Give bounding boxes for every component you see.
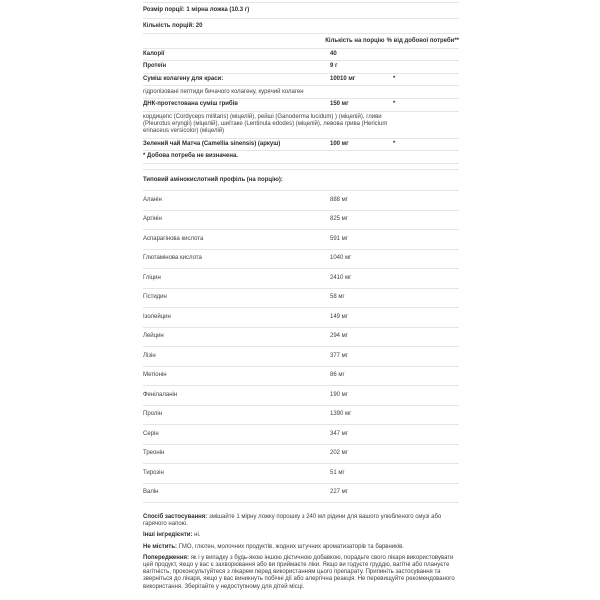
directions-body: змішайте 1 мірну ложку порошку з 240 мл рідини для вашого улюбленого смузі або гарячого напою. bbox=[143, 514, 442, 528]
other-ingredients-label: Інші інгредієнти: bbox=[143, 532, 193, 539]
amino-profile-title: Типовий амінокислотний профіль (на порцію): bbox=[143, 176, 283, 183]
daily-value-column-header: % від добової потреби** bbox=[386, 38, 459, 44]
serving-size-text: Розмір порції: 1 мірна ложка (10.3 г) bbox=[143, 7, 250, 13]
table-row bbox=[143, 74, 459, 87]
amino-acid-amount: 347 мг bbox=[330, 430, 348, 437]
amino-acid-name: Метіонін bbox=[143, 372, 167, 378]
amino-acid-amount: 825 мг bbox=[330, 216, 348, 222]
amino-acid-name: Треонін bbox=[143, 450, 165, 456]
amino-acid-row bbox=[143, 406, 459, 426]
amino-acid-name: Гліцин bbox=[143, 274, 161, 281]
warnings-text bbox=[143, 555, 459, 591]
amino-acid-name: Лізін bbox=[143, 352, 156, 359]
amino-acid-row bbox=[143, 269, 459, 289]
amino-acid-name: Ізолейцин bbox=[143, 313, 171, 320]
amino-acid-name: Пролін bbox=[143, 411, 163, 417]
free-of-label: Не містить: bbox=[143, 543, 178, 550]
table-row bbox=[143, 139, 459, 152]
table-row bbox=[143, 99, 459, 112]
amino-acid-row bbox=[143, 328, 459, 348]
amino-acid-amount: 591 мг bbox=[330, 235, 348, 242]
amino-acid-amount: 2410 мг bbox=[330, 274, 352, 281]
amino-acid-row bbox=[143, 191, 459, 211]
amino-acid-name: Аргінін bbox=[143, 216, 162, 222]
row-label: * Добова потреба не визначена. bbox=[143, 153, 238, 159]
amino-acid-name: Аспарагінова кислота bbox=[143, 235, 204, 242]
amino-acid-row bbox=[143, 230, 459, 250]
free-of-body: ГМО, глютен, молочних продуктів, жодних штучних ароматизаторів та барвників. bbox=[178, 543, 404, 550]
row-label: Калорії bbox=[143, 50, 165, 57]
servings-per-container-row bbox=[143, 19, 459, 35]
row-daily-value: * bbox=[393, 75, 396, 82]
amino-acid-row bbox=[143, 425, 459, 445]
row-label: кордицепс (Cordyceps militaris) (міцелій), рейші (Ganoderma lucidum) ) (міцелій), гливи (Pleurotus eryngii) (міцелій), шиїтаке (Lentinula edodes) (міцелій), левова грива (Hericium erinaceus versicolor) (міцелій) bbox=[143, 114, 388, 134]
amino-acid-amount: 1040 мг bbox=[330, 255, 352, 261]
amino-acid-name: Серін bbox=[143, 430, 159, 437]
amino-acid-name: Тирозін bbox=[143, 469, 164, 476]
row-daily-value: * bbox=[393, 140, 396, 147]
amino-acid-row bbox=[143, 445, 459, 465]
row-daily-value bbox=[393, 63, 459, 71]
amino-acid-row bbox=[143, 308, 459, 328]
other-ingredients-body: ні. bbox=[194, 532, 201, 539]
free-of-text bbox=[143, 544, 459, 551]
table-row bbox=[143, 151, 459, 164]
amino-acid-amount: 888 мг bbox=[330, 196, 348, 203]
row-amount bbox=[402, 114, 459, 135]
amount-column-header: Кількість на порцію bbox=[325, 38, 385, 44]
table-row bbox=[143, 86, 459, 99]
other-ingredients-text bbox=[143, 532, 459, 539]
amino-acid-amount: 227 мг bbox=[330, 489, 348, 495]
amino-acid-name: Глютамінова кислота bbox=[143, 255, 202, 261]
amino-acid-row bbox=[143, 289, 459, 309]
row-label: Суміш колагену для краси: bbox=[143, 75, 224, 82]
amino-acid-row bbox=[143, 386, 459, 406]
amino-acid-amount: 1390 мг bbox=[330, 411, 352, 417]
facts-column-header-row bbox=[143, 34, 459, 49]
amino-acid-name: Фенілаланін bbox=[143, 391, 178, 398]
amino-acid-row bbox=[143, 211, 459, 231]
amino-acid-amount: 294 мг bbox=[330, 333, 348, 339]
amino-acid-name: Гістидин bbox=[143, 294, 167, 300]
row-label: гідролізовані пептиди бичачого колагену, курячий колаген bbox=[143, 88, 304, 95]
amino-acid-name: Валін bbox=[143, 489, 159, 495]
amino-acid-row bbox=[143, 484, 459, 504]
amino-acid-amount: 51 мг bbox=[330, 469, 345, 476]
amino-acid-amount: 377 мг bbox=[330, 352, 348, 359]
servings-per-container-text: Кількість порцій: 20 bbox=[143, 22, 203, 29]
row-amount bbox=[402, 89, 459, 96]
serving-size-row bbox=[143, 3, 459, 19]
row-label: Протеїн bbox=[143, 63, 167, 69]
row-label: ДНК-протестована суміш грибів bbox=[143, 101, 238, 107]
amino-acid-amount: 202 мг bbox=[330, 450, 348, 456]
amino-acid-name: Аланін bbox=[143, 196, 162, 203]
amino-acid-row bbox=[143, 250, 459, 270]
amino-acid-name: Лейцин bbox=[143, 333, 164, 339]
table-row bbox=[143, 49, 459, 62]
row-amount: 150 мг bbox=[330, 101, 349, 107]
table-row bbox=[143, 112, 459, 139]
amino-acid-amount: 86 мг bbox=[330, 372, 345, 378]
row-amount bbox=[407, 153, 459, 161]
row-amount: 40 bbox=[330, 50, 337, 57]
warnings-body: як і у випадку з будь-якою іншою дієтичною добавкою, порадьте свого лікаря використовувати цей продукт, якщо у вас є захворювання або ви приймаєте ліки. Якщо ви годуєте груддю, вагітні або плануєте вагітність, проконсультуйтеся з лікарем перед використанням цього препарату. Припиніть застосування та зверніться до лікаря, якщо у вас виникнуть побічні дії або алергічна реакція. Не перевищуйте рекомендованого використання. Зберігайте у недоступному для дітей місці. bbox=[143, 554, 455, 590]
row-amount: 10010 мг bbox=[330, 75, 356, 82]
warnings-label: Попередження: bbox=[143, 554, 190, 561]
amino-acid-profile-table bbox=[143, 190, 459, 503]
amino-acid-row bbox=[143, 367, 459, 387]
amino-acid-row bbox=[143, 464, 459, 484]
supplement-facts-content bbox=[143, 2, 459, 595]
facts-header-spacer bbox=[143, 38, 325, 46]
directions-text bbox=[143, 514, 459, 528]
row-daily-value bbox=[393, 51, 459, 59]
row-amount: 100 мг bbox=[330, 140, 349, 147]
bottom-info bbox=[143, 514, 459, 591]
row-amount: 9 г bbox=[330, 63, 338, 69]
row-label: Зелений чай Матча (Camellia sinensis) (аркуш) bbox=[143, 140, 281, 147]
amino-acid-amount: 149 мг bbox=[330, 313, 348, 320]
amino-acid-amount: 58 мг bbox=[330, 294, 345, 300]
amino-acid-row bbox=[143, 347, 459, 367]
directions-label: Спосіб застосування: bbox=[143, 514, 208, 520]
table-row bbox=[143, 61, 459, 74]
amino-acid-amount: 190 мг bbox=[330, 391, 348, 398]
row-daily-value: * bbox=[393, 101, 396, 107]
supplement-facts-table bbox=[143, 49, 459, 164]
